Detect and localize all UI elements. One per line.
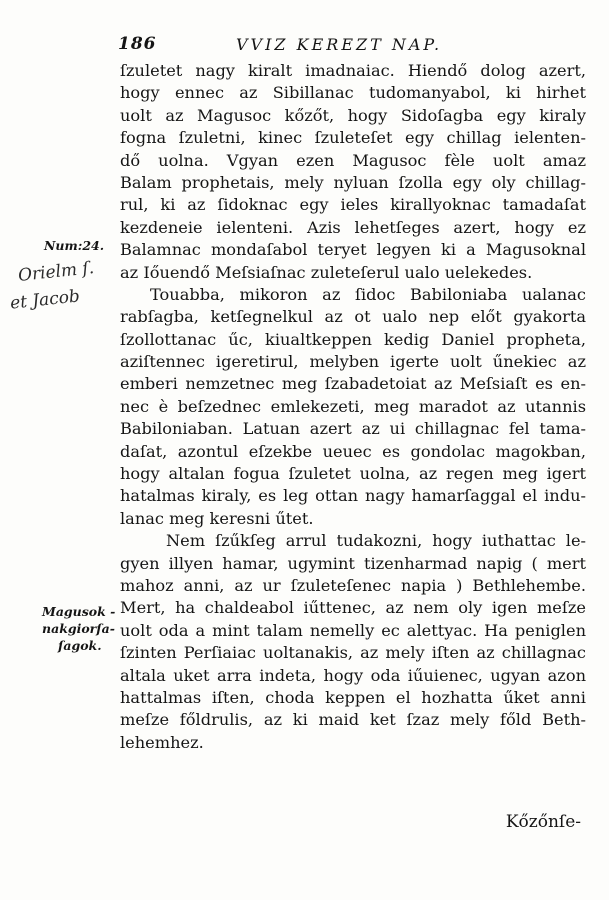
text-line: az Iőuendő Meſsiaſnac zuleteſerul ualo uelekedes. (120, 262, 533, 282)
text-line: lanac meg keresni űtet. (120, 508, 314, 528)
text-line: altala uket arra indeta, hogy oda iűuienec, ugyan azon (120, 665, 586, 685)
text-line: uolt az Magusoc kőzőt, hogy Sidoſagba egy kiraly (120, 105, 586, 125)
text-line: Touabba, mikoron az ſidoc Babiloniaba ualanac (150, 284, 586, 304)
margin-note-magusok-3: ſagok. (58, 638, 102, 653)
margin-note-magusok-2: nakgiorſa- (42, 621, 115, 636)
text-line: nec è beſzednec emlekezeti, meg maradot az utannis (120, 396, 586, 416)
text-line: hogy ennec az Sibillanac tudomanyabol, ki hirhet (120, 83, 586, 103)
text-line: gyen illyen hamar, ugymint tizenharmad napig ( mert (120, 553, 586, 573)
handwritten-note-1: Orielm ſ. (17, 258, 96, 286)
text-line: emberi nemzetnec meg ſzabadetoiat az Meſsiaſt es en- (120, 374, 586, 394)
text-line: dő uolna. Vgyan ezen Magusoc fèle uolt amaz (120, 150, 586, 170)
text-line: Balamnac mondaſabol teryet legyen ki a Magusoknal (120, 240, 586, 260)
text-line: aziſtennec igeretirul, melyben igerte uolt űnekiec az (120, 352, 586, 372)
handwritten-note-2: et Jacob (9, 286, 81, 314)
text-line: ſzinten Perſiaiac uoltanakis, az mely iſten az chillagnac (120, 643, 586, 663)
text-line: mahoz anni, az ur ſzuleteſenec napia ) Bethlehembe. (120, 575, 586, 595)
running-head (118, 34, 518, 56)
text-line: Nem ſzűkſeg arrul tudakozni, hogy iuthattac le- (166, 531, 586, 551)
text-line: hattalmas iſten, choda keppen el hozhatta űket anni (120, 687, 586, 707)
text-line: uolt oda a mint talam nemelly ec alettyac. Ha peniglen (120, 620, 586, 640)
text-line: daſat, azontul eſzekbe ueuec es gondolac magokban, (120, 441, 586, 461)
page-number: 186 (118, 34, 157, 54)
text-line: lehemhez. (120, 732, 204, 752)
text-line: Babiloniaban. Latuan azert az ui chillagnac fel tama- (120, 419, 586, 439)
catchword: Kőzőnſe- (505, 812, 581, 832)
running-title: VVIZ KEREZT NAP. (236, 35, 443, 54)
margin-note-magusok-1: Magusok - (42, 604, 116, 619)
text-line: fogna ſzuletni, kinec ſzuleteſet egy chillag ielenten- (120, 128, 586, 148)
body-text (120, 60, 586, 754)
text-line: rul, ki az ſidoknac egy ieles kirallyoknac tamadaſat (120, 195, 586, 215)
text-line: Balam prophetais, mely nyluan ſzolla egy oly chillag- (120, 172, 586, 192)
margin-note-num-reference: Num:24. (44, 238, 105, 253)
text-line: kezdeneie ielenteni. Azis lehetſeges azert, hogy ez (120, 217, 586, 237)
text-line: meſze főldrulis, az ki maid ket ſzaz mely főld Beth- (120, 710, 586, 730)
text-line: hogy altalan fogua ſzuletet uolna, az regen meg igert (120, 464, 586, 484)
text-line: ſzuletet nagy kiralt imadnaiac. Hiendő dolog azert, (120, 61, 586, 80)
text-line: hatalmas kiraly, es leg ottan nagy hamarſaggal el indu- (120, 486, 586, 506)
text-line: rabſagba, ketſegnelkul az ot ualo nep előt gyakorta (120, 307, 586, 327)
text-line: Mert, ha chaldeabol iűttenec, az nem oly igen meſze (120, 598, 586, 618)
text-line: ſzollottanac űc, kiualtkeppen kedig Daniel propheta, (120, 329, 586, 349)
